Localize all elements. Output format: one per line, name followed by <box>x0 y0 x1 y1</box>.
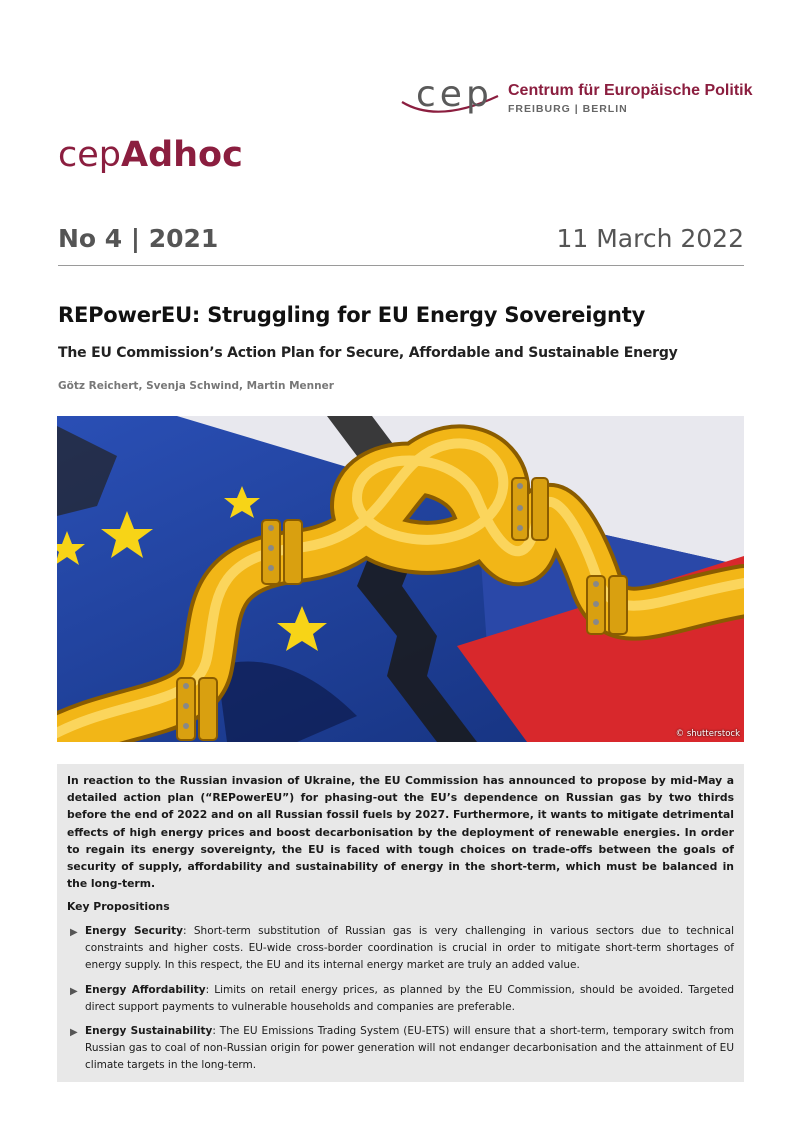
knotted-pipeline-illustration <box>57 416 744 742</box>
proposition-text: : Short-term substitution of Russian gas is very challenging in various sectors due to technical constraints and higher costs. EU-wide cross-border coordination is crucial in order to mitigate short-term shortages of energy supply. In this respect, the EU and its internal energy market are truly an added value. <box>85 925 734 972</box>
series-name: Adhoc <box>121 135 243 175</box>
image-credit: © shutterstock <box>675 729 740 739</box>
logo-mark: cep <box>416 74 493 115</box>
document-subtitle: The EU Commission’s Action Plan for Secure, Affordable and Sustainable Energy <box>58 345 678 361</box>
summary-lead: In reaction to the Russian invasion of Ukraine, the EU Commission has announced to propose by mid-May a detailed action plan (“REPowerEU”) for phasing-out the EU’s dependence on Russian gas by two thirds before the end of 2022 and on all Russian fossil fuels by 2027. Furthermore, it wants to mitigate detrimental effects of high energy prices and boost decarbonisation by the deployment of renewable energies. In order to regain its energy sovereignty, the EU is faced with tough choices on trade-offs between the goals of security of supply, affordability and sustainability of energy in the short-term, which must be balanced in the long-term. <box>67 774 734 891</box>
cep-logo <box>398 72 753 124</box>
bullet-triangle-icon: ▶ <box>70 1027 78 1039</box>
series-title <box>58 135 243 175</box>
issue-row <box>58 222 744 266</box>
proposition-text: : Limits on retail energy prices, as planned by the EU Commission, should be avoided. Targeted direct support payments to vulnerable households and companies are preferable. <box>85 983 734 1013</box>
proposition-term: Energy Security <box>85 925 183 938</box>
logo-cities: FREIBURG | BERLIN <box>508 103 628 115</box>
proposition-term: Energy Sustainability <box>85 1025 213 1038</box>
key-propositions-list <box>67 923 734 1073</box>
bullet-triangle-icon: ▶ <box>70 985 78 997</box>
document-title: REPowerEU: Struggling for EU Energy Sovereignty <box>58 303 646 327</box>
list-item <box>67 1023 734 1073</box>
proposition-term: Energy Affordability <box>85 983 206 996</box>
issue-date: 11 March 2022 <box>556 224 744 253</box>
list-item <box>67 923 734 973</box>
proposition-text: : The EU Emissions Trading System (EU-ETS) will ensure that a short-term, temporary switch from Russian gas to coal of non-Russian origin for power generation will not endanger decarbonisation and the attainment of EU climate targets in the long-term. <box>85 1025 734 1071</box>
document-authors: Götz Reichert, Svenja Schwind, Martin Menner <box>58 380 334 392</box>
series-prefix: cep <box>58 135 121 175</box>
issue-number: No 4 | 2021 <box>58 224 219 253</box>
logo-org-name: Centrum für Europäische Politik <box>508 82 753 99</box>
bullet-triangle-icon: ▶ <box>70 927 78 939</box>
hero-image <box>57 416 744 742</box>
summary-box <box>57 764 744 1082</box>
list-item <box>67 982 734 1016</box>
key-propositions-title: Key Propositions <box>67 900 170 914</box>
